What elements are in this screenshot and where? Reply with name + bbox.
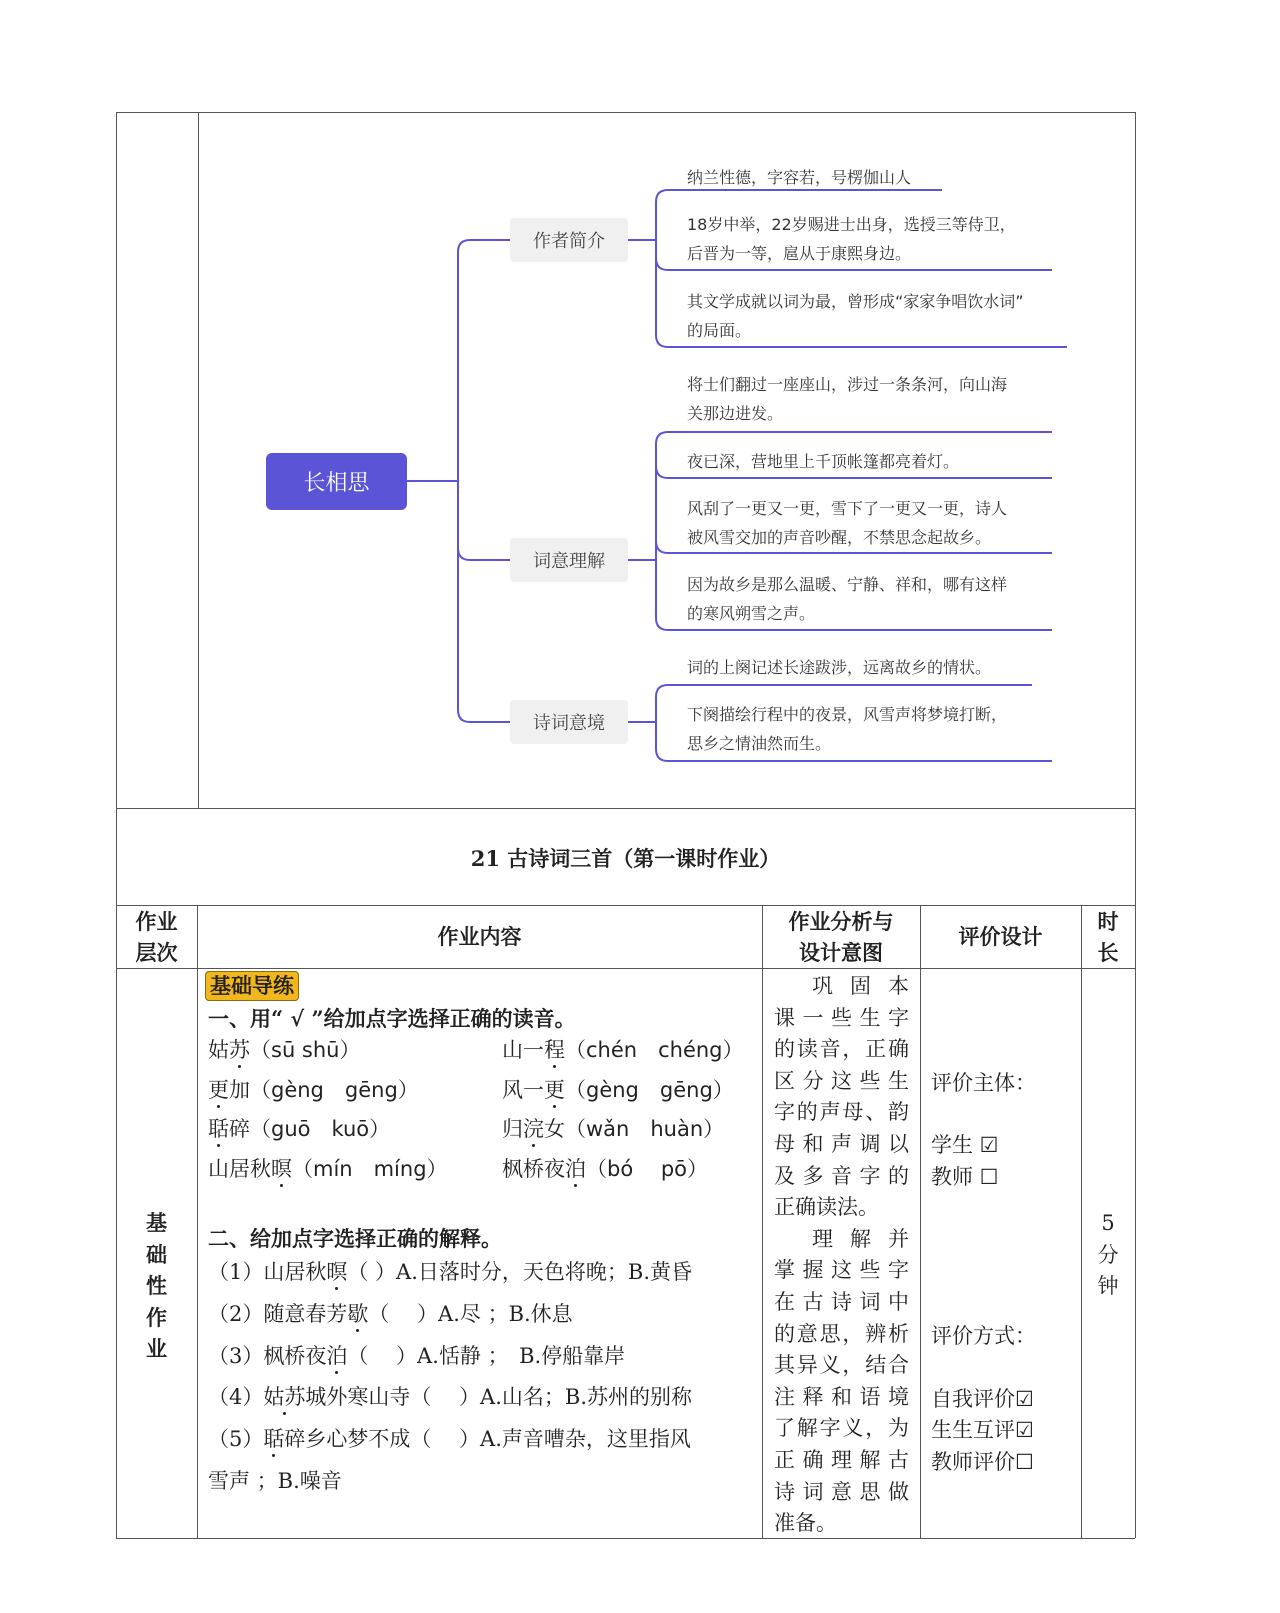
pinyin-options: （wǎn huàn） — [565, 1117, 725, 1141]
analysis-line: 在古诗词中 — [774, 1289, 909, 1314]
analysis-line: 的意思，辨析 — [774, 1321, 909, 1346]
analysis-line: 诗词意思做 — [774, 1479, 909, 1504]
analysis-line: 母和声调以 — [774, 1131, 909, 1156]
mindmap-leaf: 下阕描绘行程中的夜景，风雪声将梦境打断， — [687, 705, 1008, 724]
item-text: （2） — [208, 1301, 264, 1326]
pinyin-options: （gèng gēng） — [250, 1077, 419, 1102]
mindmap-branch-mood: 诗词意境 — [510, 700, 628, 744]
meaning-item — [208, 1423, 691, 1453]
row-divider — [116, 905, 1135, 906]
mindmap-leaf: 被风雪交加的声音吵醒，不禁思念起故乡。 — [687, 528, 992, 547]
eval-method-label: 评价方式： — [931, 1324, 1036, 1348]
row-divider — [116, 968, 1135, 969]
analysis-line: 其异义，结合 — [774, 1353, 909, 1378]
analysis-line: 正确理解古 — [774, 1447, 909, 1472]
question-2-title: 二、给加点字选择正确的解释。 — [208, 1226, 502, 1251]
pinyin-item — [208, 1113, 390, 1143]
analysis-line: 准备。 — [774, 1511, 837, 1536]
item-5-continuation: 雪声 ；B.噪音 — [208, 1469, 342, 1493]
header-evaluation: 评价设计 — [958, 924, 1043, 949]
mindmap-leaf: 的局面。 — [687, 321, 752, 340]
col-divider — [197, 905, 198, 1538]
pinyin-item — [502, 1074, 734, 1104]
dotted-char: 歇 — [347, 1301, 369, 1326]
mindmap-leaf: 其文学成就以词为最，曾形成“家家争唱饮水词” — [687, 292, 1024, 311]
pinyin-item — [208, 1034, 361, 1064]
mindmap-leaf: 后晋为一等，扈从于康熙身边。 — [687, 244, 912, 263]
analysis-line: 及多音字的 — [774, 1163, 909, 1188]
dotted-char: 泊 — [326, 1343, 348, 1368]
dotted-char: 更 — [544, 1077, 565, 1102]
pinyin-options: （chén chéng） — [565, 1038, 744, 1062]
dotted-char: 程 — [544, 1038, 565, 1062]
mindmap-leaf: 的寒风朔雪之声。 — [687, 604, 816, 623]
word-part: 山一 — [502, 1038, 544, 1062]
item-text: （ ）A.日落时分，天色将晚；B.黄昏 — [347, 1260, 692, 1284]
mindmap-branch-author: 作者简介 — [510, 218, 628, 262]
dotted-char: 更 — [208, 1077, 229, 1102]
item-text: 碎乡心梦不成（ ）A.声音嘈杂，这里指风 — [284, 1427, 691, 1452]
word-part: 女 — [544, 1117, 565, 1141]
analysis-line: 了解字义，为 — [774, 1416, 909, 1441]
dotted-char: 暝 — [326, 1260, 348, 1284]
word-part: 归 — [502, 1117, 523, 1141]
dotted-char: 聒 — [208, 1117, 229, 1141]
mindmap-leaf: 将士们翻过一座座山，涉过一条条河，向山海 — [687, 375, 1008, 394]
dotted-char: 暝 — [271, 1156, 292, 1181]
pinyin-options: （mín míng） — [292, 1156, 448, 1181]
item-text: 城外寒山寺（ ）A.山名；B.苏州的别称 — [305, 1385, 692, 1410]
mindmap-leaf: 词的上阕记述长途跋涉，远离故乡的情状。 — [687, 658, 992, 677]
mindmap-leaf: 关那边进发。 — [687, 404, 784, 423]
assignment-title: 21 古诗词三首（第一课时作业） — [470, 846, 781, 871]
pinyin-item — [502, 1153, 708, 1183]
eval-subject-student: 学生 ☑ — [931, 1133, 999, 1157]
word-part: 枫桥夜 — [502, 1156, 565, 1181]
pinyin-item — [208, 1074, 419, 1104]
meaning-item — [208, 1256, 692, 1286]
item-text: （3） — [208, 1343, 264, 1368]
pinyin-options: （sū shū） — [250, 1038, 361, 1062]
pinyin-item — [502, 1113, 724, 1143]
dotted-char: 苏 — [229, 1038, 250, 1062]
analysis-text — [774, 971, 909, 1540]
col-divider — [920, 905, 921, 1538]
eval-method-peer: 生生互评☑ — [931, 1418, 1034, 1442]
mindmap-leaf: 风刮了一更又一更，雪下了一更又一更，诗人 — [687, 499, 1008, 518]
meaning-item — [208, 1340, 625, 1370]
dotted-char: 浣 — [523, 1117, 544, 1141]
eval-subject-teacher: 教师 ☐ — [931, 1165, 999, 1189]
dotted-char: 泊 — [565, 1156, 586, 1181]
item-text: 枫桥夜 — [263, 1343, 327, 1368]
mindmap-leaf: 18岁中举，22岁赐进士出身，选授三等侍卫， — [687, 215, 1016, 234]
analysis-line: 巩固本 — [774, 974, 909, 998]
mindmap-branch-meaning: 词意理解 — [510, 538, 628, 582]
analysis-line: 注释和语境 — [774, 1384, 909, 1409]
item-text: （5） — [208, 1427, 264, 1452]
pinyin-options: （bó pō） — [586, 1156, 709, 1181]
meaning-item — [208, 1298, 573, 1328]
mindmap-leaf: 纳兰性德，字容若，号楞伽山人 — [687, 168, 912, 187]
analysis-line: 掌握这些字 — [774, 1258, 909, 1283]
meaning-item — [208, 1381, 692, 1411]
item-text: （4） — [208, 1385, 264, 1410]
header-content: 作业内容 — [437, 924, 522, 949]
level-label: 基 础 性 作 业 — [146, 1210, 167, 1361]
dotted-char: 聒 — [263, 1427, 285, 1452]
mindmap-root-node: 长相思 — [266, 453, 407, 510]
time-value: 5 分 钟 — [1097, 1211, 1119, 1298]
section-tag: 基础导练 — [205, 971, 299, 1001]
word-part: 碎 — [229, 1117, 250, 1141]
item-text: （ ）A.尽 ；B.休息 — [368, 1301, 573, 1326]
item-text: 随意春芳 — [263, 1301, 348, 1326]
col-divider — [762, 905, 763, 1538]
item-text: 山居秋 — [263, 1260, 327, 1284]
question-1-title: 一、用“ √ ”给加点字选择正确的读音。 — [208, 1006, 576, 1031]
eval-method-self: 自我评价☑ — [931, 1387, 1034, 1411]
analysis-line: 课一些生字 — [774, 1005, 909, 1030]
pinyin-item — [502, 1034, 744, 1064]
dotted-char: 姑苏 — [263, 1385, 306, 1410]
item-text: （ ）A.恬静 ； B.停船靠岸 — [347, 1343, 626, 1368]
mindmap-leaf: 因为故乡是那么温暖、宁静、祥和，哪有这样 — [687, 575, 1008, 594]
analysis-line: 正确读法。 — [774, 1195, 879, 1220]
word-part: 风一 — [502, 1077, 544, 1102]
pinyin-item — [208, 1153, 448, 1183]
header-level: 作业 层次 — [135, 909, 178, 965]
word-part: 加 — [229, 1077, 250, 1102]
pinyin-options: （guō kuō） — [250, 1117, 391, 1141]
pinyin-options: （gèng gēng） — [565, 1077, 734, 1102]
item-text: （1） — [208, 1260, 264, 1284]
analysis-line: 的读音，正确 — [774, 1037, 909, 1062]
analysis-line: 区分这些生 — [774, 1068, 909, 1093]
eval-method-teacher: 教师评价☐ — [931, 1450, 1034, 1474]
word-part: 山居秋 — [208, 1156, 271, 1181]
mindmap-leaf: 夜已深，营地里上千顶帐篷都亮着灯。 — [687, 452, 960, 471]
mindmap-leaf: 思乡之情油然而生。 — [687, 734, 832, 753]
word-part: 姑 — [208, 1038, 229, 1062]
eval-subject-label: 评价主体： — [931, 1071, 1036, 1095]
table-border — [116, 1538, 1135, 1539]
header-analysis: 作业分析与 设计意图 — [788, 909, 894, 965]
analysis-line: 字的声母、韵 — [774, 1100, 909, 1125]
analysis-line: 理解并 — [774, 1226, 909, 1251]
header-time: 时 长 — [1097, 909, 1119, 965]
